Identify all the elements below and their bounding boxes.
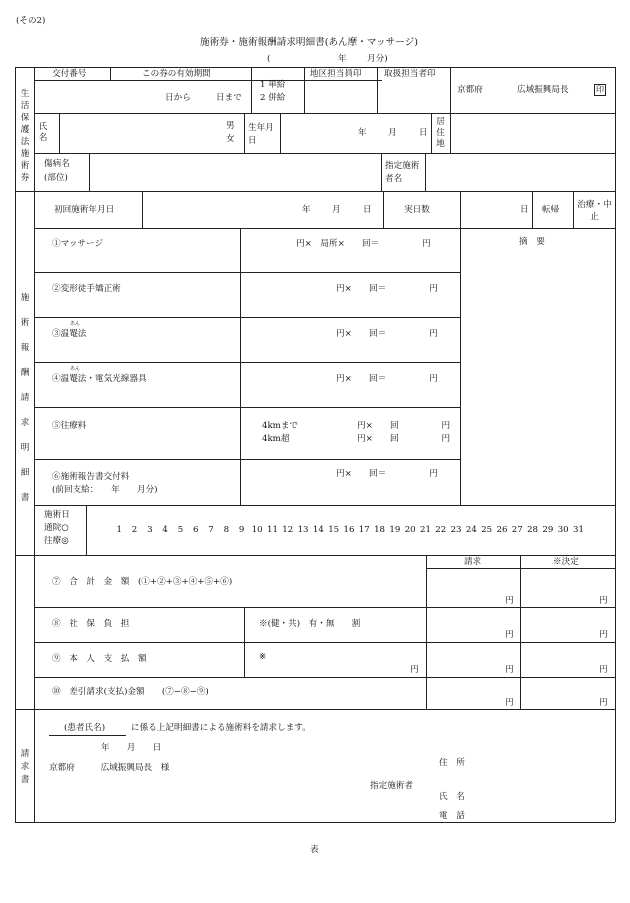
form-title: 施術券・施術報酬請求明細書(あん摩・マッサージ) [200,37,418,48]
outcome-label: 転帰 [542,205,560,215]
visit-label-3: 往療◎ [44,536,69,546]
self-pay-yen: 円 [410,665,419,675]
footer-mark: 表 [310,845,319,855]
female-label: 女 [226,134,235,144]
visit-day-11: 11 [267,525,278,535]
handler-seal-label: 取扱担当者印 [384,69,436,79]
practitioner-label: 指定施術者 [370,781,413,791]
visit-day-5: 5 [177,525,184,535]
net-claim-yen: 円 [505,698,514,708]
request-section-label: 請求書 [20,749,30,785]
visit-day-12: 12 [282,525,294,535]
type-combined: 2 併給 [260,93,286,103]
visit-day-14: 14 [312,525,324,535]
insurance-claim-yen: 円 [505,630,514,640]
travel-calc-under: 円× 回 円 [357,421,451,431]
ticket-section-label: 生活保護法施術券 [20,89,30,183]
patient-name-label: (患者氏名) [64,723,106,733]
ruby-an-1: あん [70,321,81,327]
insurance-decision-yen: 円 [599,630,608,640]
visit-day-6: 6 [193,525,199,535]
issue-number-label: 交付番号 [52,69,87,79]
travel-4km-over: 4km超 [262,434,290,444]
visit-day-28: 28 [527,525,539,535]
injury-label: 傷病名 [44,159,70,169]
item-warm-electric-calc: 円× 回＝ 円 [336,374,438,384]
first-date-month: 月 [332,205,341,215]
first-date-label: 初回施術年月日 [54,205,115,215]
days-unit: 日 [520,205,529,215]
date-to: 日まで [216,93,242,103]
item-travel: ⑤往療料 [52,421,87,431]
visit-day-31: 31 [573,525,584,535]
visit-day-4: 4 [162,525,168,535]
practitioner-name-field-label: 氏 名 [439,792,465,802]
male-label: 男 [226,121,235,131]
decision-header: ※決定 [553,557,579,567]
statement-section-label: 施術報酬請求明細書 [20,293,30,503]
visit-day-1: 1 [116,525,122,535]
date-from: 日から [165,93,191,103]
visit-day-30: 30 [557,525,569,535]
visit-day-20: 20 [404,525,416,535]
total-claim-yen: 円 [505,596,514,606]
net-claim-label: ⑩ 差引請求(支払)金額 (⑦−⑧−⑨) [52,687,209,697]
visit-day-24: 24 [465,525,477,535]
visit-label-2: 通院○ [44,523,69,533]
name-label: 氏名 [38,122,48,143]
visit-day-10: 10 [251,525,263,535]
visit-day-23: 23 [450,525,462,535]
self-pay-claim-yen: 円 [505,665,514,675]
report-prev: (前回支給： 年 月分) [52,485,158,495]
visit-day-13: 13 [297,525,309,535]
patient-name-underline [49,735,126,736]
birth-label: 生年月日 [248,123,274,146]
visit-day-22: 22 [435,525,447,535]
visit-day-9: 9 [238,525,245,535]
type-single: 1 単給 [260,80,286,90]
visit-day-29: 29 [542,525,554,535]
visit-day-27: 27 [511,525,523,535]
item-warm-compress: ③温罨法 [52,329,87,339]
self-pay-label: ⑨ 本 人 支 払 額 [52,654,147,664]
request-text: に係る上記明細書による施術料を請求します。 [131,723,311,733]
validity-header: この券の有効期間 [142,69,211,79]
birth-day: 日 [419,128,428,138]
residence-label: 居住地 [436,117,445,149]
visit-day-2: 2 [131,525,138,535]
birth-month: 月 [388,128,397,138]
period-month: 月分) [367,54,388,64]
phone-label: 電 話 [439,811,465,821]
insurance-label: ⑧ 社 保 負 担 [52,619,130,629]
actual-days-label: 実日数 [404,205,430,215]
address-label: 住 所 [439,758,465,768]
item-report-calc: 円× 回＝ 円 [336,469,438,479]
injury-part: (部位) [44,173,68,183]
item-warm-electric: ④温罨法・電気光線器具 [52,374,147,384]
visit-day-25: 25 [481,525,493,535]
outcome-status: 治療・中止 [577,200,612,222]
visit-day-17: 17 [358,525,370,535]
item-massage: ①マッサージ [52,239,104,249]
visit-day-3: 3 [147,525,153,535]
net-decision-yen: 円 [599,698,608,708]
seal-stamp: 印 [596,85,604,94]
first-date-year: 年 [302,205,311,215]
item-correction: ②変形徒手矯正術 [52,284,121,294]
prefecture: 京都府 [457,85,483,95]
self-pay-note: ※ [259,652,267,662]
item-warm-compress-calc: 円× 回＝ 円 [336,329,438,339]
item-report: ⑥施術報告書交付料 [52,472,130,482]
period-open: ( [267,54,271,64]
claim-header: 請求 [464,557,482,567]
bureau: 広域振興局長 [517,85,569,95]
request-addressee: 京都府 広域振興局長 様 [49,763,170,773]
visit-day-26: 26 [496,525,508,535]
travel-4km-under: 4kmまで [262,421,299,431]
visit-day-18: 18 [374,525,386,535]
self-pay-decision-yen: 円 [599,665,608,675]
total-amount-label: ⑦ 合 計 金 額 (①+②+③+④+⑤+⑥) [52,577,233,587]
summary-label: 摘 要 [519,237,545,247]
page-tag: (その2) [16,16,46,26]
item-correction-calc: 円× 回＝ 円 [336,284,438,294]
visit-day-15: 15 [328,525,340,535]
visit-day-21: 21 [420,525,431,535]
total-decision-yen: 円 [599,596,608,606]
travel-calc-over: 円× 回 円 [357,434,451,444]
visit-day-19: 19 [389,525,401,535]
item-massage-calc: 円× 局所× 回＝ 円 [296,239,431,249]
insurance-note: ※(健・共) 有・無 割 [259,619,361,629]
visit-label-1: 施術日 [44,510,70,520]
first-date-day: 日 [363,205,372,215]
request-date: 年 月 日 [101,743,162,753]
ruby-an-2: あん [70,366,81,372]
district-seal-label: 地区担当員印 [310,69,362,79]
practitioner-name-label: 指定施術者名 [385,161,420,184]
birth-year: 年 [358,128,367,138]
visit-day-8: 8 [223,525,230,535]
visit-day-16: 16 [343,525,355,535]
period-year: 年 [338,54,347,64]
visit-day-7: 7 [208,525,214,535]
